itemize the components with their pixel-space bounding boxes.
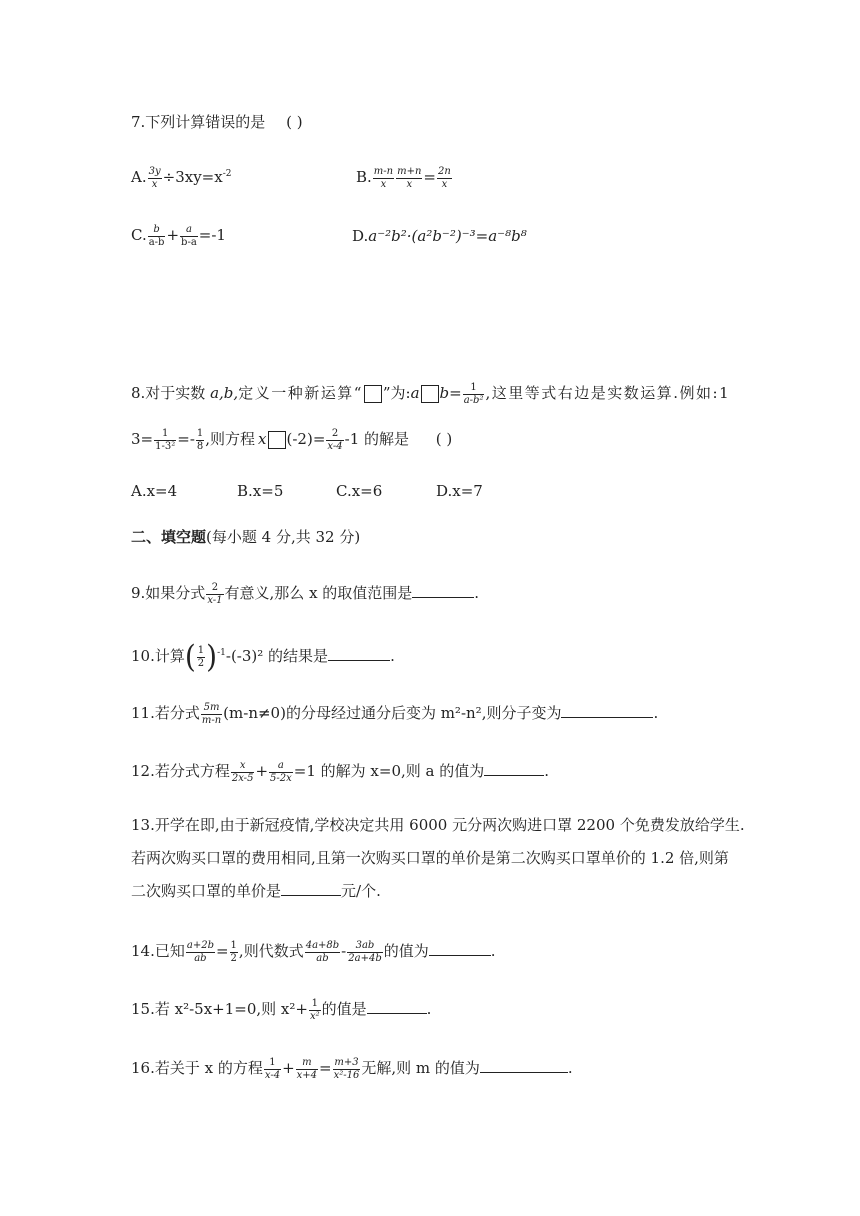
denominator: 5-2x [270, 772, 292, 784]
q7-text: 7.下列计算错误的是 [131, 113, 266, 131]
q8-text: ”为: [382, 384, 411, 402]
numerator: 1 [197, 645, 205, 656]
question-12 [131, 760, 549, 784]
denominator: x+4 [296, 1069, 318, 1081]
equals-sign: = [319, 1059, 332, 1077]
question-10 [131, 638, 395, 675]
q9-end: . [474, 584, 480, 602]
fraction [186, 940, 215, 964]
q16-end: . [567, 1059, 573, 1077]
exponent: -1 [217, 648, 226, 658]
numerator: 2 [326, 428, 343, 441]
operator-box-icon [421, 385, 439, 403]
q8-text: 8.对于实数 [131, 384, 206, 402]
numerator: x [231, 760, 255, 773]
option-label: D. [352, 227, 369, 245]
q13-text: 二次购买口罩的单价是 [131, 882, 282, 900]
answer-blank[interactable] [328, 660, 390, 661]
numerator: a [180, 224, 198, 237]
option-label: C. [131, 226, 147, 244]
fraction [305, 940, 340, 964]
numerator: a [269, 760, 293, 773]
answer-blank[interactable] [412, 597, 474, 598]
denominator: ab [194, 952, 207, 964]
q14-text: 的值为 [383, 942, 429, 960]
q11-text: (m-n≠0)的分母经过通分后变为 m²-n²,则分子变为 [223, 704, 562, 722]
denominator: m-n [201, 714, 222, 726]
denominator: 2 [230, 952, 237, 964]
q8-vars: a,b, [210, 384, 239, 402]
denominator: x² [309, 1010, 320, 1022]
q7-option-c [131, 224, 226, 248]
question-8-line-2 [131, 428, 452, 452]
equals-sign: = [423, 168, 436, 186]
q8-var-a: a [410, 384, 420, 402]
numerator: 5m [201, 702, 222, 715]
numerator: m+3 [334, 1057, 359, 1068]
numerator: m+n [397, 166, 422, 177]
denominator: ab [316, 952, 329, 964]
q11-end: . [653, 704, 659, 722]
denominator: a-b [148, 236, 165, 248]
q8-option-a: A.x=4 [131, 482, 178, 500]
q7-answer-paren: ( ) [286, 113, 303, 131]
fraction [230, 940, 238, 964]
q8-option-b: B.x=5 [237, 482, 284, 500]
question-7-stem [131, 115, 303, 130]
option-c-rest: =-1 [198, 226, 226, 244]
q11-text: 11.若分式 [131, 704, 200, 722]
option-a-rest: ÷3xy=x [162, 168, 223, 186]
numerator: 2 [206, 582, 223, 595]
answer-blank[interactable] [480, 1072, 568, 1073]
q8-var-x: x [258, 430, 267, 448]
denominator: 2 [197, 657, 205, 669]
q8-option-d: D.x=7 [436, 482, 483, 500]
question-11 [131, 702, 658, 726]
section-title: 二、填空题 [131, 528, 207, 546]
q8-text: ,这里等式右边是实数运算.例如:1 [485, 384, 731, 402]
numerator: 3ab [347, 940, 382, 953]
q15-text: 的值是 [321, 1000, 367, 1018]
denominator: a-b² [463, 394, 484, 406]
question-9 [131, 582, 479, 606]
denominator: x²-16 [333, 1069, 360, 1081]
fraction [326, 428, 343, 452]
plus-sign: + [282, 1059, 295, 1077]
q8-text: -1 的解是 [344, 430, 410, 448]
q9-text: 有意义,那么 x 的取值范围是 [224, 584, 413, 602]
answer-blank[interactable] [367, 1013, 427, 1014]
minus-sign: - [341, 942, 347, 960]
fraction [154, 428, 176, 452]
q12-text: 12.若分式方程 [131, 762, 230, 780]
q12-text: =1 的解为 x=0,则 a 的值为 [293, 762, 485, 780]
option-label: A. [131, 168, 147, 186]
q7-option-d [352, 229, 527, 244]
fraction [148, 224, 166, 248]
fraction [437, 166, 452, 190]
fraction [333, 1057, 361, 1081]
q7-option-b [356, 166, 453, 190]
q13-text: 元/个. [341, 882, 381, 900]
numerator: 1 [154, 428, 176, 441]
numerator: 4a+8b [305, 940, 340, 951]
denominator: 2x-5 [231, 772, 254, 784]
equals-sign: = [215, 942, 229, 960]
numerator: 2n [438, 166, 451, 177]
q10-end: . [390, 647, 395, 665]
numerator: a+2b [186, 940, 214, 951]
fraction [196, 428, 204, 452]
fraction [463, 382, 485, 406]
question-13-line-3 [131, 884, 381, 899]
denominator: x-1 [207, 594, 223, 606]
q16-text: 16.若关于 x 的方程 [131, 1059, 263, 1077]
section-note: (每小题 4 分,共 32 分) [206, 528, 361, 546]
q14-text: ,则代数式 [238, 942, 304, 960]
fraction [396, 166, 422, 190]
exponent: -2 [222, 169, 232, 179]
numerator: 1 [264, 1057, 281, 1070]
denominator: b-a [181, 236, 197, 248]
plus-sign: + [255, 762, 269, 780]
fraction [264, 1057, 281, 1081]
denominator: x [151, 178, 158, 190]
fraction [269, 760, 293, 784]
numerator: 1 [196, 428, 204, 439]
fraction [201, 702, 222, 726]
answer-blank[interactable] [561, 717, 653, 718]
fraction [347, 940, 382, 964]
numerator: m-n [373, 166, 394, 177]
right-paren-icon: ) [206, 638, 218, 675]
numerator: 1 [463, 382, 485, 395]
q15-text: 15.若 x²-5x+1=0,则 x²+ [131, 1000, 308, 1018]
question-15 [131, 998, 431, 1022]
q8-answer-paren: ( ) [435, 430, 453, 448]
operator-box-icon [268, 431, 286, 449]
q13-text: 若两次购买口罩的费用相同,且第一次购买口罩的单价是第二次购买口罩单价的 1.2 倍,则第 [131, 849, 729, 867]
option-d-expression: a⁻²b²·(a²b⁻²)⁻³=a⁻⁸b⁸ [368, 227, 527, 245]
fraction [309, 998, 321, 1022]
q8-option-c: C.x=6 [336, 482, 383, 500]
denominator: 1-3² [155, 440, 176, 452]
q8-text: 定义一种新运算“ [238, 384, 363, 402]
question-8-line-1 [131, 382, 730, 406]
numerator: m [296, 1057, 318, 1070]
q13-text: 13.开学在即,由于新冠疫情,学校决定共用 6000 元分两次购进口罩 2200 个免费发放给学生. [131, 816, 745, 834]
fraction [296, 1057, 318, 1081]
denominator: x [441, 178, 448, 190]
denominator: x-4 [264, 1069, 281, 1081]
fraction [148, 166, 162, 190]
q10-text: 10.计算 [131, 647, 185, 665]
q12-end: . [544, 762, 550, 780]
q8-var-b: b= [439, 384, 462, 402]
answer-blank[interactable] [429, 955, 491, 956]
q10-text: -(-3)² 的结果是 [225, 647, 329, 665]
numerator: 3y [148, 166, 161, 177]
question-13-line-2 [131, 851, 729, 866]
numerator: b [148, 224, 166, 237]
fraction [231, 760, 255, 784]
denominator: 8 [196, 440, 204, 452]
q8-text: =- [177, 430, 195, 448]
q14-end: . [490, 942, 496, 960]
fraction [180, 224, 198, 248]
denominator: x-4 [327, 440, 343, 452]
q9-text: 9.如果分式 [131, 584, 206, 602]
q8-text: ,则方程 [205, 430, 256, 448]
q14-text: 14.已知 [131, 942, 185, 960]
denominator: x [406, 178, 413, 190]
denominator: 2a+4b [348, 952, 382, 964]
q7-option-a [131, 166, 231, 190]
option-label: B. [356, 168, 372, 186]
numerator: 1 [309, 998, 321, 1011]
denominator: x [380, 178, 387, 190]
fraction [373, 166, 394, 190]
plus-sign: + [166, 226, 180, 244]
q8-text: (-2)= [286, 430, 326, 448]
section-2-heading [131, 530, 360, 545]
q16-text: 无解,则 m 的值为 [361, 1059, 480, 1077]
question-13-line-1 [131, 818, 745, 833]
operator-box-icon [364, 385, 382, 403]
q8-text: 3= [131, 430, 154, 448]
numerator: 1 [230, 940, 237, 951]
left-paren-icon: ( [184, 638, 196, 675]
answer-blank[interactable] [484, 775, 544, 776]
fraction [206, 582, 223, 606]
question-14 [131, 940, 496, 964]
q15-end: . [426, 1000, 432, 1018]
fraction [197, 645, 205, 669]
question-16 [131, 1057, 573, 1081]
answer-blank[interactable] [281, 895, 341, 896]
